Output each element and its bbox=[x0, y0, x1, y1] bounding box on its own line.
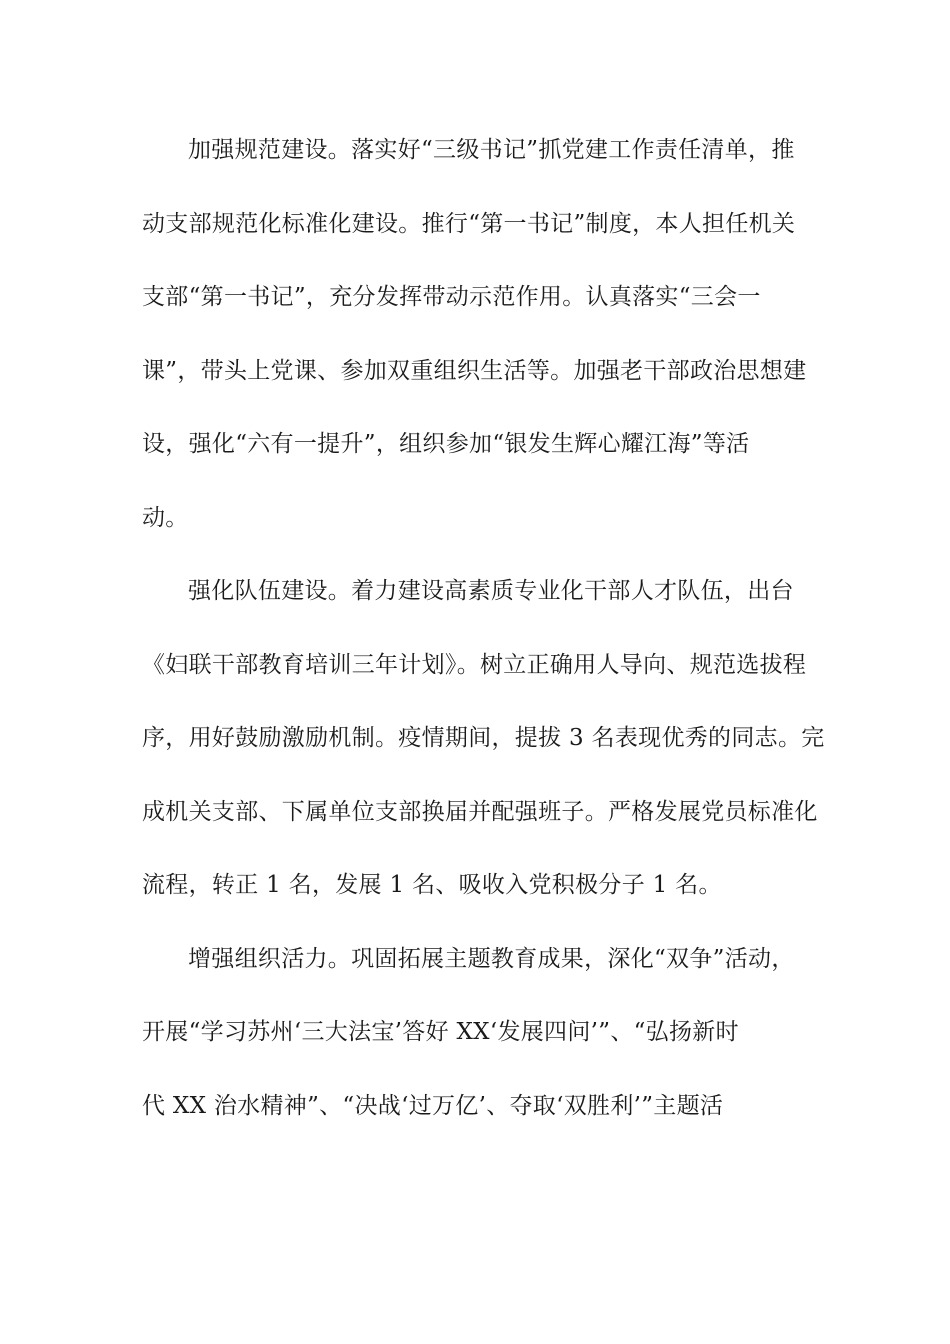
text-line: 设，强化“六有一提升”，组织参加“银发生辉心耀江海”等活 bbox=[142, 431, 750, 457]
paragraph-standard-construction bbox=[142, 114, 807, 555]
text-line: 支部“第一书记”，充分发挥带动示范作用。认真落实“三会一 bbox=[142, 284, 761, 310]
document-body bbox=[142, 114, 825, 1143]
text-line: 强化队伍建设。着力建设高素质专业化干部人才队伍，出台 bbox=[188, 578, 794, 604]
text-line: 动支部规范化标准化建设。推行“第一书记”制度，本人担任机关 bbox=[142, 210, 796, 237]
paragraph-team-construction bbox=[142, 555, 825, 923]
text-line: 课”，带头上党课、参加双重组织生活等。加强老干部政治思想建 bbox=[142, 357, 807, 384]
text-line: 序，用好鼓励激励机制。疫情期间，提拔 3 名表现优秀的同志。完 bbox=[142, 725, 825, 751]
text-line: 成机关支部、下属单位支部换届并配强班子。严格发展党员标准化 bbox=[142, 798, 818, 825]
paragraph-organization-vitality bbox=[142, 923, 802, 1144]
text-line: 动。 bbox=[142, 504, 189, 531]
text-line: 《妇联干部教育培训三年计划》。树立正确用人导向、规范选拔程 bbox=[142, 651, 807, 678]
text-line: 流程，转正 1 名，发展 1 名、吸收入党积极分子 1 名。 bbox=[142, 872, 722, 898]
text-line: 开展“学习苏州‘三大法宝’答好 XX‘发展四问’”、“弘扬新时 bbox=[142, 1019, 739, 1045]
text-line: 增强组织活力。巩固拓展主题教育成果，深化“双争”活动， bbox=[188, 945, 795, 972]
text-line: 加强规范建设。落实好“三级书记”抓党建工作责任清单，推 bbox=[188, 137, 795, 163]
text-line: 代 XX 治水精神”、“决战‘过万亿’、夺取‘双胜利’”主题活 bbox=[142, 1092, 724, 1119]
